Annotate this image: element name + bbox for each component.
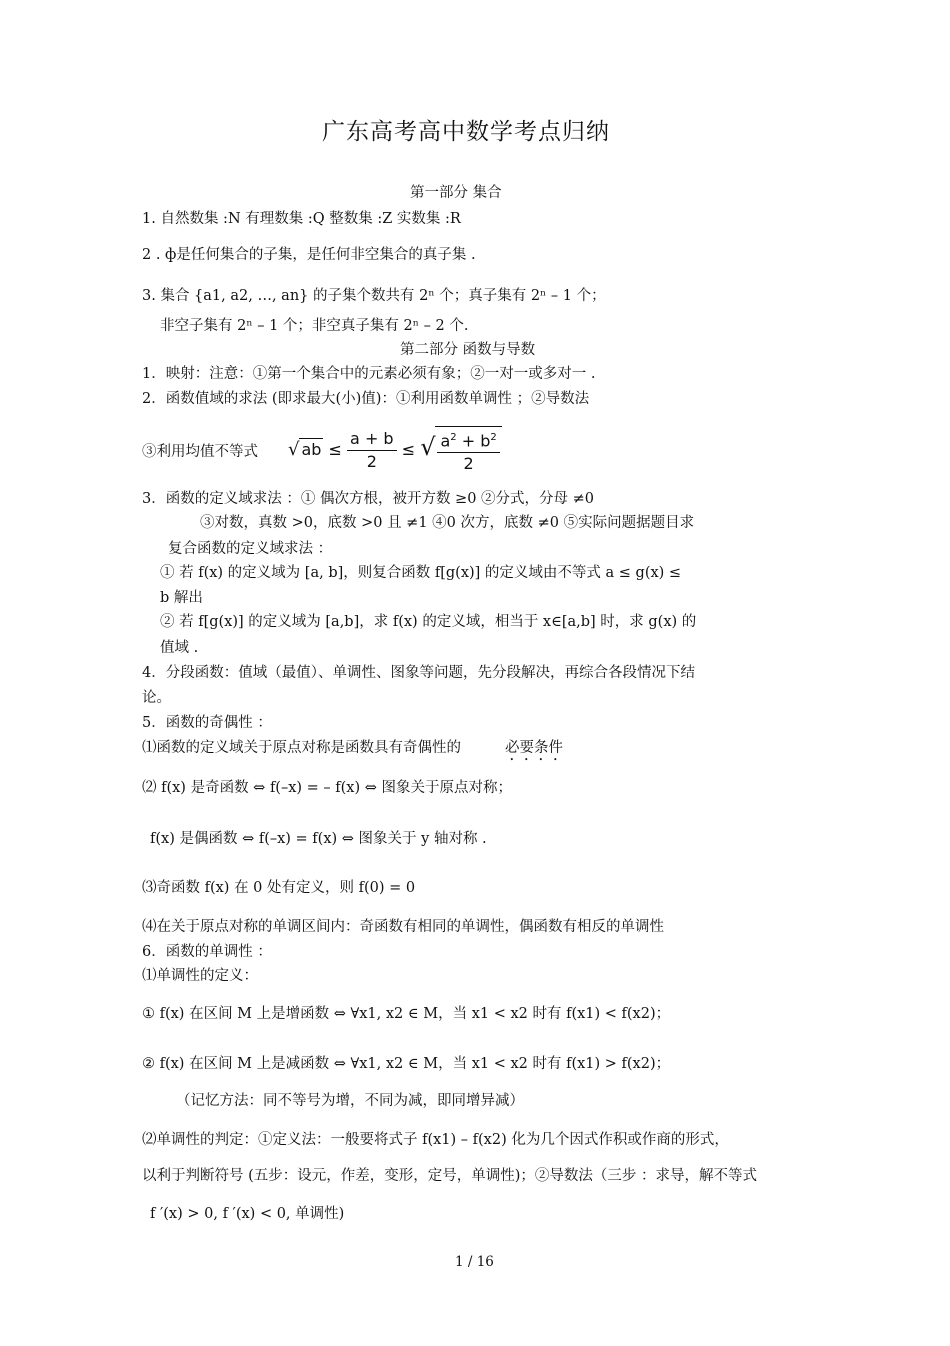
p2-line10: 值域 . (160, 640, 199, 656)
p1-line1: 1. 自然数集 :N 有理数集 :Q 整数集 :Z 实数集 :R (142, 211, 461, 227)
page-number: 1 / 16 (455, 1254, 494, 1270)
p1-line4: 非空子集有 2ⁿ – 1 个；非空真子集有 2ⁿ – 2 个. (160, 318, 469, 334)
p1-line3: 3. 集合 {a1, a2, …, an} 的子集个数共有 2ⁿ 个；真子集有 2ⁿ – 1 个； (142, 288, 606, 304)
p2-line20: ⑴单调性的定义： (142, 968, 258, 984)
p2-line16: f(x) 是偶函数 ⇔ f(–x) = f(x) ⇔ 图象关于 y 轴对称 . (150, 831, 487, 847)
p2-line25: 以利于判断符号 (五步：设元，作差，变形，定号，单调性)；②导数法（三步 ：求导，解不等式 (142, 1168, 758, 1184)
part1-heading: 第一部分 集合 (410, 185, 502, 201)
p2-line4: 3．函数的定义域求法 ：① 偶次方根，被开方数 ≥0 ②分式，分母 ≠0 (142, 491, 595, 507)
page-title: 广东高考高中数学考点归纳 (322, 119, 610, 145)
p2-line15: ⑵ f(x) 是奇函数 ⇔ f(–x) = – f(x) ⇔ 图象关于原点对称； (142, 780, 513, 796)
p2-line9: ② 若 f[g(x)] 的定义域为 [a,b]，求 f(x) 的定义域，相当于 x∈[a,b] 时，求 g(x) 的 (160, 614, 697, 630)
p2-line22: ② f(x) 在区间 M 上是减函数 ⇔ ∀x1, x2 ∈ M，当 x1 < x2 时有 f(x1) > f(x2)； (142, 1056, 671, 1072)
p2-line11: 4．分段函数：值域（最值）、单调性、图象等问题，先分段解决，再综合各段情况下结 (142, 665, 695, 681)
p2-line26: f ′(x) > 0, f ′(x) < 0, 单调性) (150, 1206, 345, 1222)
emphasis-necessary-condition: 必要条件 (505, 740, 563, 756)
p2-line14 (142, 738, 563, 764)
p2-line6: 复合函数的定义域求法 ： (168, 541, 333, 557)
p2-line19: 6．函数的单调性 ： (142, 944, 272, 960)
p2-line14-text: ⑴函数的定义域关于原点对称是函数具有奇偶性的 (142, 740, 461, 756)
p2-line8: b 解出 (160, 590, 203, 606)
p2-line3-label: ③利用均值不等式 (142, 444, 258, 460)
p2-line18: ⑷在关于原点对称的单调区间内：奇函数有相同的单调性，偶函数有相反的单调性 (142, 919, 664, 935)
part2-heading: 第二部分 函数与导数 (400, 342, 536, 358)
p2-line1: 1．映射：注意：①第一个集合中的元素必须有象；②一对一或多对一 . (142, 366, 596, 382)
p1-line2: 2 . ф是任何集合的子集，是任何非空集合的真子集 . (142, 247, 476, 263)
p2-line13: 5．函数的奇偶性 ： (142, 715, 272, 731)
p2-line7: ① 若 f(x) 的定义域为 [a, b]，则复合函数 f[g(x)] 的定义域由不等式 a ≤ g(x) ≤ (160, 565, 682, 581)
p2-line2: 2．函数值域的求法 (即求最大(小)值)：①利用函数单调性 ；②导数法 (142, 391, 590, 407)
p2-line21: ① f(x) 在区间 M 上是增函数 ⇔ ∀x1, x2 ∈ M，当 x1 < x2 时有 f(x1) < f(x2)； (142, 1006, 671, 1022)
p2-line17: ⑶奇函数 f(x) 在 0 处有定义，则 f(0) = 0 (142, 880, 416, 896)
mean-inequality-formula: √ ab ≤ $\frac{a + b}{2}$ ≤ √ $\frac{a^2 + b^2}{2}$ (288, 426, 502, 475)
p2-line5: ③对数，真数 >0，底数 >0 且 ≠1 ④0 次方，底数 ≠0 ⑤实际问题据题目求 (200, 515, 695, 531)
p2-line24: ⑵单调性的判定：①定义法：一般要将式子 f(x1) – f(x2) 化为几个因式作积或作商的形式， (142, 1132, 729, 1148)
p2-line12: 论。 (142, 690, 171, 706)
p2-line23: （记忆方法：同不等号为增，不同为减，即同增异减） (176, 1093, 524, 1109)
